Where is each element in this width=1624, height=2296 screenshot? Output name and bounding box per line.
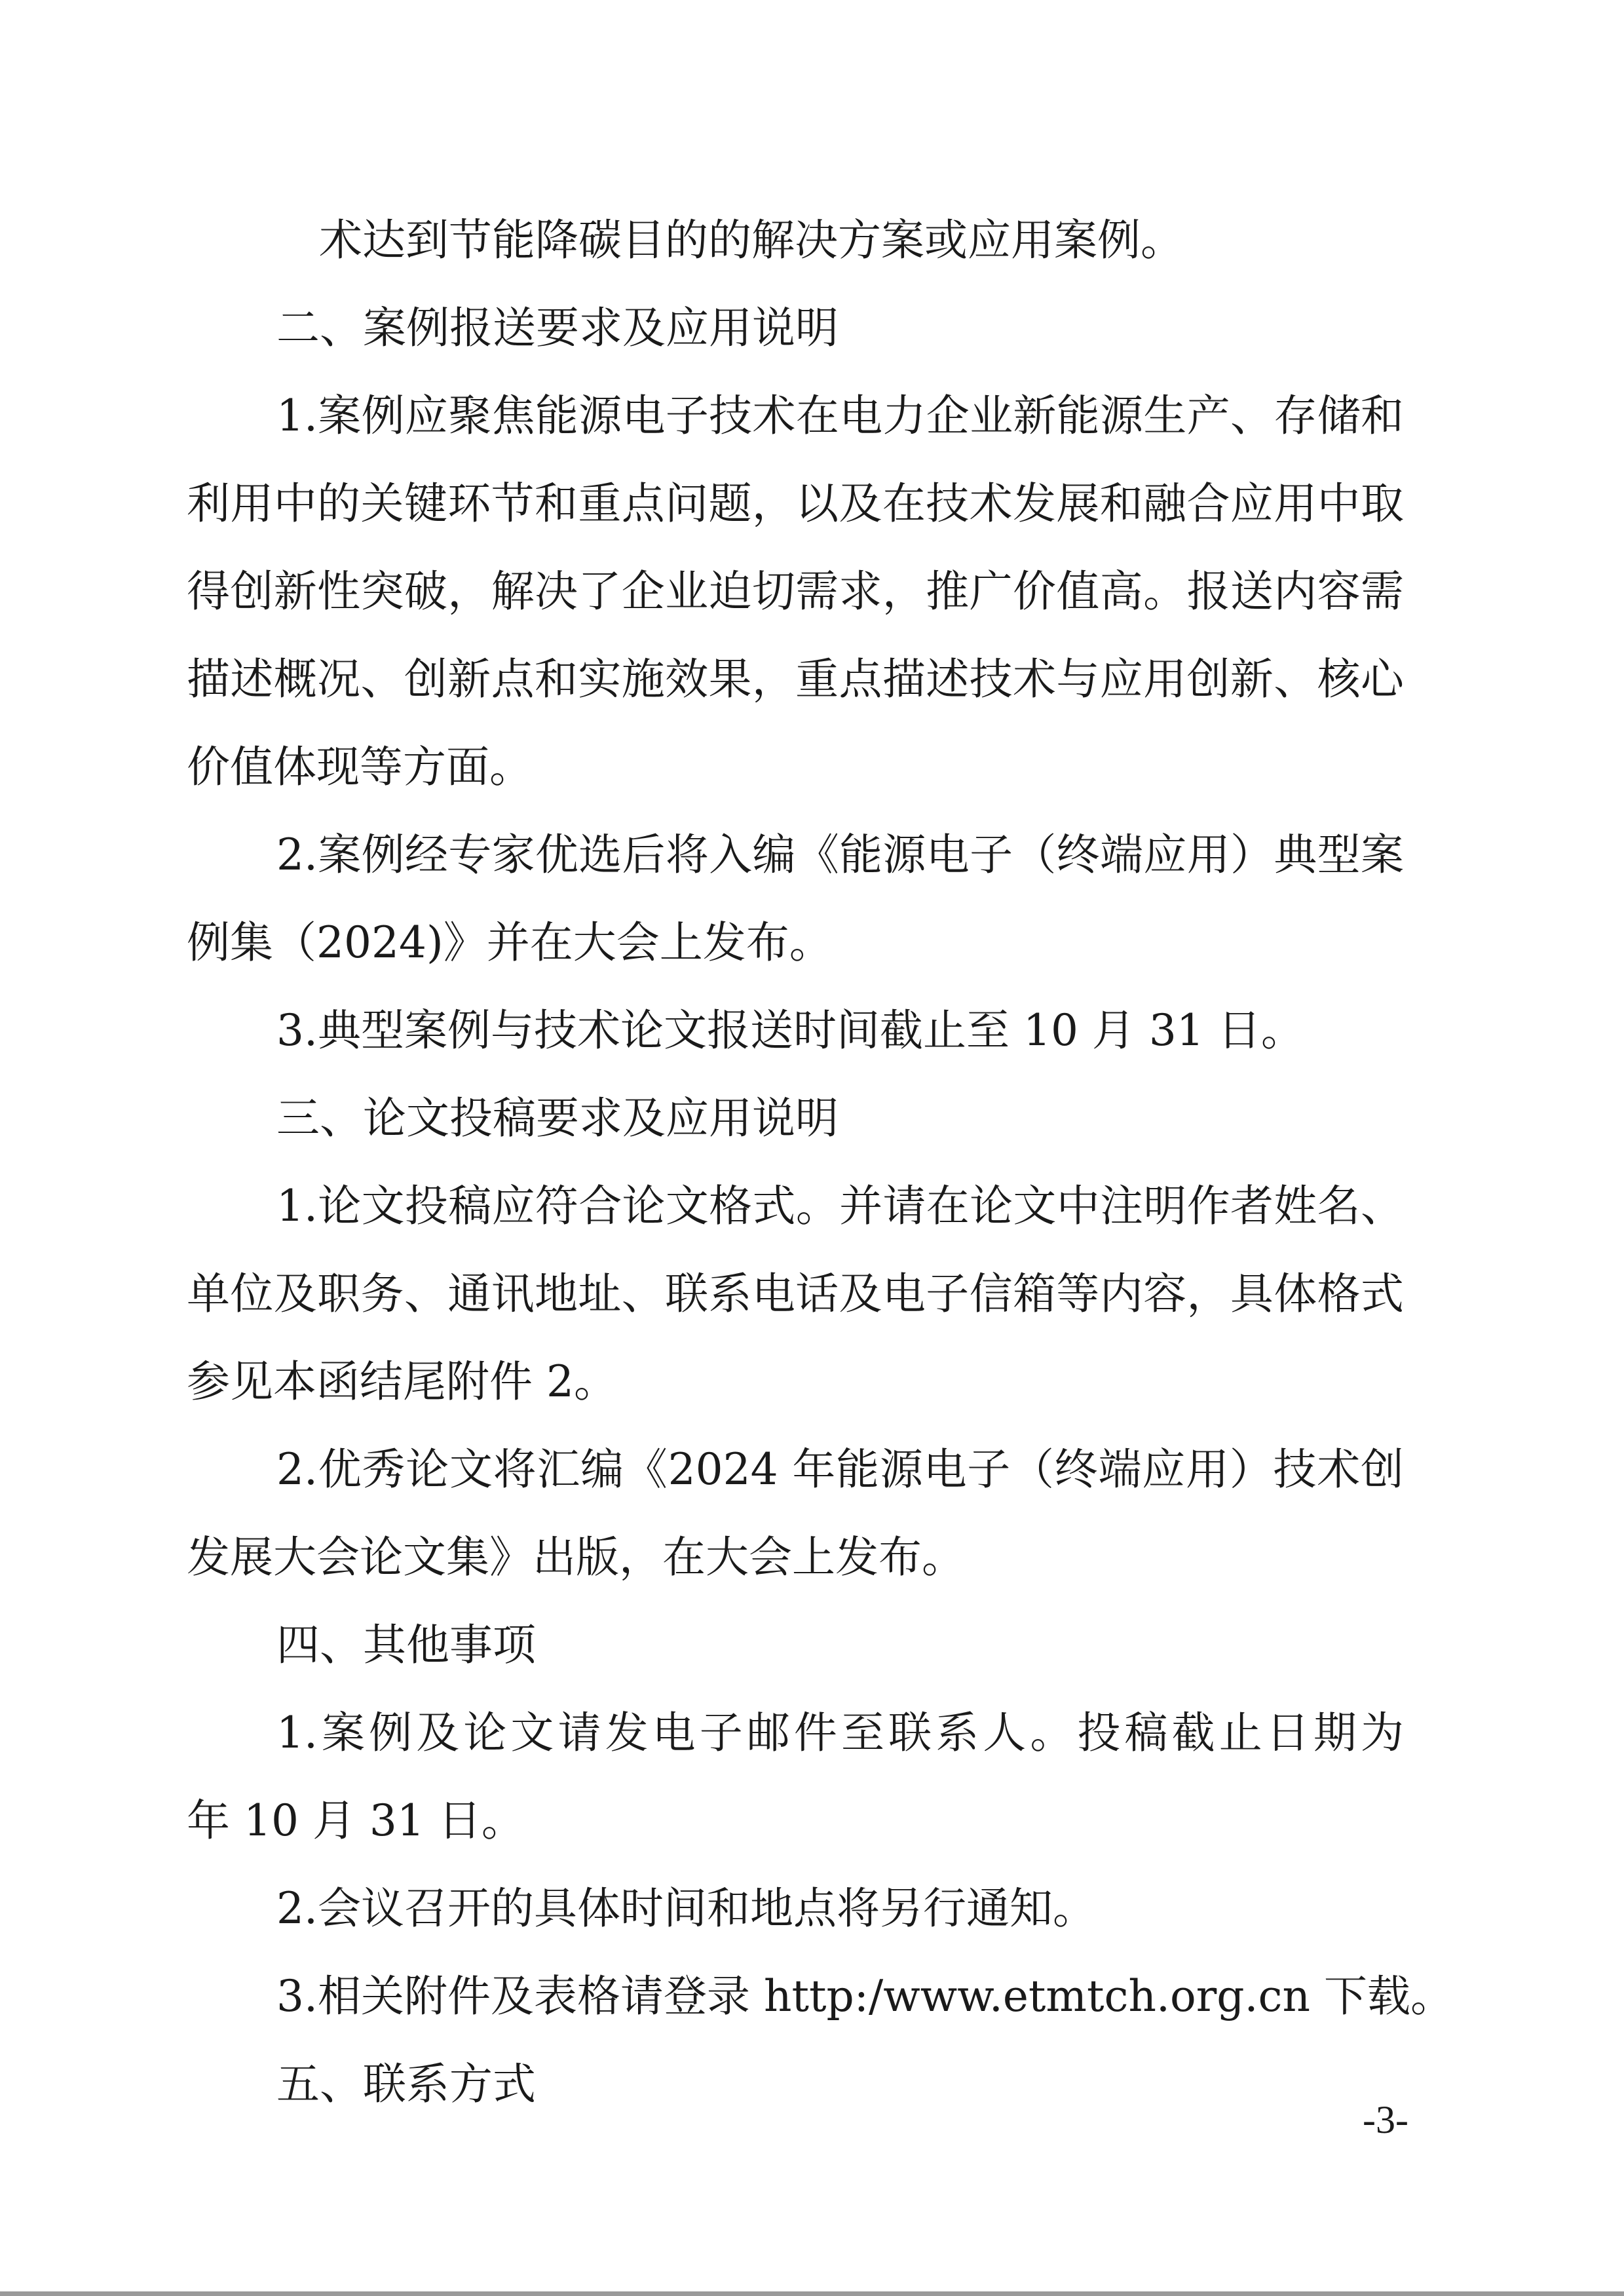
paragraph-line: 3.典型案例与技术论文报送时间截止至 10 月 31 日。	[276, 1005, 1304, 1056]
paragraph-line: 1.案例及论文请发电子邮件至联系人。投稿截止日期为	[276, 1708, 1404, 1758]
paragraph-line: 2.会议召开的具体时间和地点将另行通知。	[276, 1883, 1096, 1934]
section-heading: 三、论文投稿要求及应用说明	[276, 1093, 839, 1143]
paragraph-line: 得创新性突破，解决了企业迫切需求，推广价值高。报送内容需	[187, 566, 1404, 617]
paragraph-line: 描述概况、创新点和实施效果，重点描述技术与应用创新、核心	[187, 654, 1404, 704]
paragraph-line: 术达到节能降碳目的的解决方案或应用案例。	[319, 215, 1184, 265]
paragraph-line: 3.相关附件及表格请登录 http:/www.etmtch.org.cn 下载。	[276, 1971, 1454, 2021]
scan-edge-divider	[0, 2291, 1624, 2296]
paragraph-line: 参见本函结尾附件 2。	[187, 1356, 617, 1407]
paragraph-line: 例集（2024)》并在大会上发布。	[187, 917, 833, 968]
page-number: -3-	[1363, 2098, 1408, 2141]
section-heading: 二、案例报送要求及应用说明	[276, 303, 839, 353]
paragraph-line: 2.案例经专家优选后将入编《能源电子（终端应用）典型案	[276, 830, 1404, 880]
paragraph-line: 1.论文投稿应符合论文格式。并请在论文中注明作者姓名、	[276, 1181, 1404, 1231]
section-heading: 四、其他事项	[276, 1620, 536, 1670]
paragraph-line: 年 10 月 31 日。	[187, 1795, 525, 1846]
paragraph-line: 利用中的关键环节和重点问题，以及在技术发展和融合应用中取	[187, 478, 1404, 529]
paragraph-line: 1.案例应聚焦能源电子技术在电力企业新能源生产、存储和	[276, 391, 1404, 441]
paragraph-line: 单位及职务、通讯地址、联系电话及电子信箱等内容，具体格式	[187, 1269, 1404, 1319]
paragraph-line: 价值体现等方面。	[187, 742, 533, 792]
paragraph-line: 发展大会论文集》出版，在大会上发布。	[187, 1532, 965, 1582]
section-heading: 五、联系方式	[276, 2059, 536, 2109]
paragraph-line: 2.优秀论文将汇编《2024 年能源电子（终端应用）技术创	[276, 1444, 1404, 1495]
